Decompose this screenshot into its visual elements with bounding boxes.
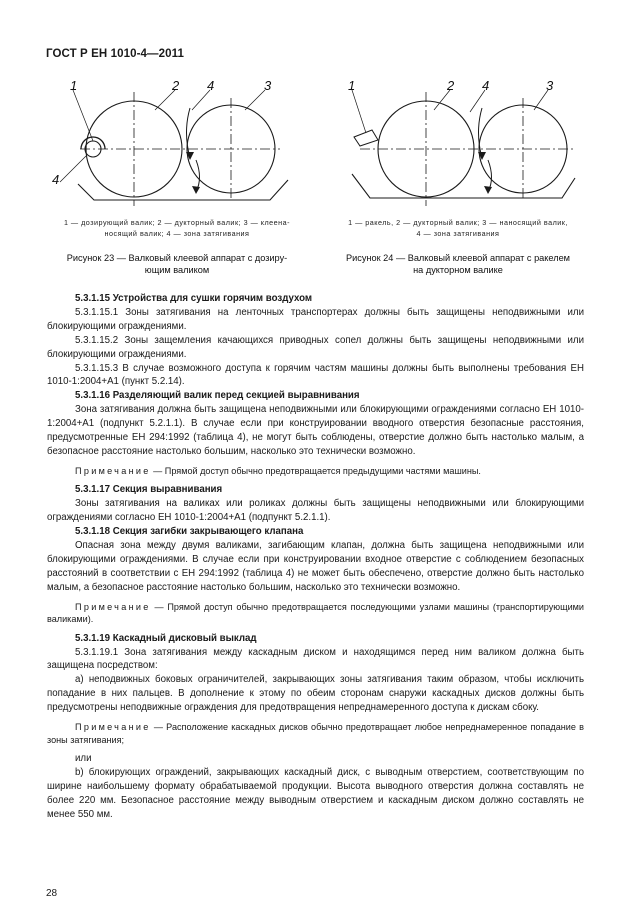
fig23-label-1: 1 [70,78,78,93]
figure-23-caption-line: ющим валиком [144,265,210,275]
figure-24-legend-line: 4 — зона затягивания [416,229,500,238]
note-label: Примечание [75,465,151,476]
figure-23-legend [44,217,310,239]
fig23-label-4-left: 4 [52,172,60,187]
figure-24-legend-line: 1 — ракель, 2 — дукторный валик; 3 — наносящий валик, [348,218,568,227]
figure-23-legend-line: 1 — дозирующий валик; 2 — дукторный валик; 3 — клеена- [63,218,291,227]
note-text: — Прямой доступ обычно предотвращается последующими узлами машины (транспортирующими валиками). [47,601,584,625]
section-heading: 5.3.1.16 Разделяющий валик перед секцией выравнивания [75,390,360,402]
paragraph: Зона затягивания должна быть защищена неподвижными или блокирующими ограждениями согласно ЕН 1010-1:2004+А1 (подпункт 5.2.1.1). В случае если при конструировании вводного отверстия безопасные расстояния, предусмотренные ЕН 294:1992 (таблица 4), не могут быть соблюдены, отверстие должно быть настолько малым, а безопасное расстояние настолько большим, насколько это технически возможно. [47,404,584,457]
figure-23-caption-line: Рисунок 23 — Валковый клеевой аппарат с дозиру- [66,253,288,263]
figure-24-caption-line: на дукторном валике [413,265,503,275]
figure-24-drawing [330,70,590,210]
note-label: Примечание [75,722,151,733]
paragraph: Опасная зона между двумя валиками, загибающим клапан, должна быть защищена неподвижными или блокирующими ограждениями. В случае если при конструировании входное отверстие с соблюдением безопасных расстояний в соответствии с ЕН 294:1992 (таблица 4) не может быть обеспечено, отверстие должно быть настолько малым, а безопасное расстояние настолько большим, насколько это технически возможно. [47,540,584,593]
section-heading: 5.3.1.18 Секция загибки закрывающего клапана [75,526,304,538]
figure-24-caption-line: Рисунок 24 — Валковый клеевой аппарат с ракелем [345,253,571,263]
note [47,601,584,626]
fig23-label-3: 3 [264,78,272,93]
document-header: ГОСТ Р ЕН 1010-4—2011 [46,48,184,60]
note-text: — Расположение каскадных дисков обычно предотвращает любое непреднамеренное попадание в зоны затягивания; [47,722,584,745]
fig23-label-4-top: 4 [207,78,215,93]
paragraph: b) блокирующих ограждений, закрывающих каскадный диск, с выводным отверстием, соответствующим по ширине наибольшему формату обрабатываемой продукции. Высота выводного отверстия должна составлять не более 220 мм. Безопасное расстояние между выводным отверстием и каскадным диском должно составлять не менее 550 мм. [47,766,584,820]
paragraph: Зоны затягивания на валиках или роликах должны быть защищены неподвижными или блокирующими ограждениями согласно ЕН 1010-1:2004+А1 (подпункт 5.2.1.1). [47,498,584,524]
paragraph: 5.3.1.15.2 Зоны защемления качающихся приводных сопел должны быть защищены неподвижными или блокирующими ограждениями. [47,334,584,360]
note [47,465,584,478]
page-number: 28 [46,888,58,899]
paragraph: 5.3.1.15.1 Зоны затягивания на ленточных транспортерах должны быть защищены неподвижными или блокирующими ограждениями. [47,306,584,332]
fig24-label-2: 2 [447,78,455,93]
note-label: Примечание [75,601,151,612]
figure-23-caption [44,252,310,276]
paragraph: а) неподвижных боковых ограничителей, закрывающих зоны затягивания таким образом, чтобы исключить попадание в них пальцев. В дополнение к этому по обеим сторонам снаружи каскадных дисков должны быть предусмотрены неподвижные ограждения для предотвращения непреднамеренного доступа к дискам сбоку. [47,674,584,714]
section-heading: 5.3.1.15 Устройства для сушки горячим воздухом [75,293,313,304]
paragraph: 5.3.1.19.1 Зона затягивания между каскадным диском и находящимся перед ним валиком должна быть защищена посредством: [47,646,584,672]
figure-23-drawing [40,70,310,210]
section-heading: 5.3.1.19 Каскадный дисковый выклад [75,632,257,644]
note-text: — Прямой доступ обычно предотвращается предыдущими частями машины. [150,465,481,476]
note [47,721,584,746]
fig24-label-1: 1 [348,78,356,93]
fig24-label-4: 4 [482,78,490,93]
section-heading: 5.3.1.17 Секция выравнивания [75,484,223,496]
paragraph: или [75,753,92,765]
fig24-label-3: 3 [546,78,554,93]
body-text [47,292,584,822]
paragraph: 5.3.1.15.3 В случае возможного доступа к горячим частям машины должны быть выполнены требования ЕН 1010-1:2004+А1 (пункт 5.2.14). [47,362,584,388]
figure-23-legend-line: носящий валик; 4 — зона затягивания [104,229,250,238]
fig23-label-2: 2 [172,78,180,93]
figure-24-caption [330,252,586,276]
figure-24-legend [330,217,586,239]
